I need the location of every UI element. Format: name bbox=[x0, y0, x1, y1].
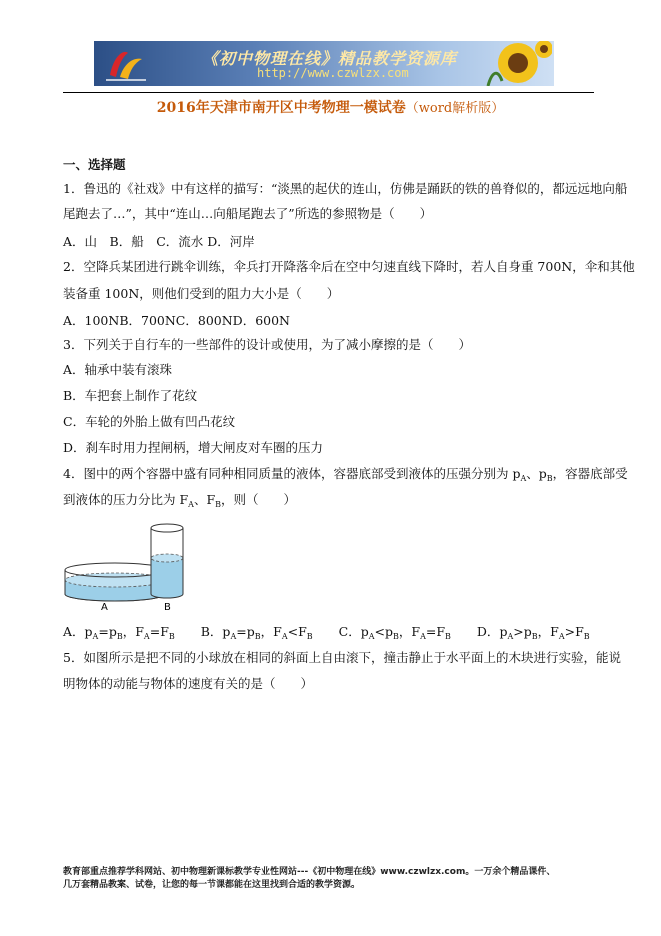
q4-container-figure bbox=[63, 522, 193, 614]
q1-stem-line-2: 尾跑去了…”，其中“连山…向船尾跑去了”所选的参照物是（ ） bbox=[63, 206, 433, 221]
document-title bbox=[0, 97, 661, 117]
banner-title: 《初中物理在线》精品教学资源库 bbox=[202, 49, 458, 68]
q4-options bbox=[63, 624, 590, 640]
q4-stem-line-1: 4．图中的两个容器中盛有同种相同质量的液体，容器底部受到液体的压强分别为 $p_A$、$p_B$，容器底部受 bbox=[63, 466, 628, 483]
q1-stem-line-1: 1．鲁迅的《社戏》中有这样的描写：“淡黑的起伏的连山，仿佛是踊跃的铁的兽脊似的，都远远地向船 bbox=[63, 181, 628, 196]
q3-option-b: B．车把套上制作了花纹 bbox=[63, 388, 198, 403]
q3-option-d: D．刹车时用力捏闸柄，增大闸皮对车圈的压力 bbox=[63, 440, 324, 455]
q3-option-c: C．车轮的外胎上做有凹凸花纹 bbox=[63, 414, 236, 429]
footer-line-2: 几万套精品教案、试卷，让您的每一节课都能在这里找到合适的教学资源。 bbox=[63, 880, 361, 890]
q4-stem-line-2: 到液体的压力分比为 $F_A$、$F_B$，则（ ） bbox=[63, 492, 297, 509]
title-suffix: （word解析版） bbox=[405, 101, 505, 116]
q5-stem-line-1: 5．如图所示是把不同的小球放在相同的斜面上自由滚下，撞击静止于水平面上的木块进行实验，能说 bbox=[63, 650, 621, 665]
q4-option-a: A．$p_A=p_B$，$F_A=F_B$ bbox=[63, 624, 175, 641]
q2-options: A．100NB．700NC．800ND．600N bbox=[63, 313, 290, 328]
q4-option-c: C．$p_A<p_B$，$F_A=F_B$ bbox=[338, 624, 451, 641]
q5-stem-line-2: 明物体的动能与物体的速度有关的是（ ） bbox=[63, 676, 314, 691]
q4-option-b: B．$p_A=p_B$，$F_A<F_B$ bbox=[200, 624, 313, 641]
section-heading: 一、选择题 bbox=[63, 157, 126, 172]
figure-label-b: B bbox=[164, 602, 171, 613]
banner-url: http://www.czwlzx.com bbox=[257, 66, 409, 80]
container-a bbox=[65, 563, 165, 601]
q4-option-d: D．$p_A>p_B$，$F_A>F_B$ bbox=[476, 624, 590, 641]
sunflower-icon bbox=[480, 41, 552, 86]
q3-stem: 3．下列关于自行车的一些部件的设计或使用，为了减小摩擦的是（ ） bbox=[63, 337, 471, 352]
container-b bbox=[151, 524, 183, 598]
header-rule bbox=[63, 92, 594, 93]
page-footer bbox=[63, 866, 555, 892]
q2-stem-line-2: 装备重 100N，则他们受到的阻力大小是（ ） bbox=[63, 286, 340, 301]
site-logo-icon bbox=[104, 45, 148, 83]
q2-stem-line-1: 2．空降兵某团进行跳伞训练，伞兵打开降落伞后在空中匀速直线下降时，若人自身重 700N，伞和其他 bbox=[63, 259, 635, 274]
figure-label-a: A bbox=[101, 602, 108, 613]
q1-options: A．山 B．船 C．流水 D．河岸 bbox=[63, 234, 255, 249]
footer-line-1: 教育部重点推荐学科网站、初中物理新课标教学专业性网站---《初中物理在线》www.czwlzx.com。一万余个精品课件、 bbox=[63, 867, 556, 877]
q3-option-a: A．轴承中装有滚珠 bbox=[63, 362, 173, 377]
header-banner bbox=[94, 41, 554, 86]
title-main: 2016年天津市南开区中考物理一模试卷 bbox=[156, 100, 406, 116]
